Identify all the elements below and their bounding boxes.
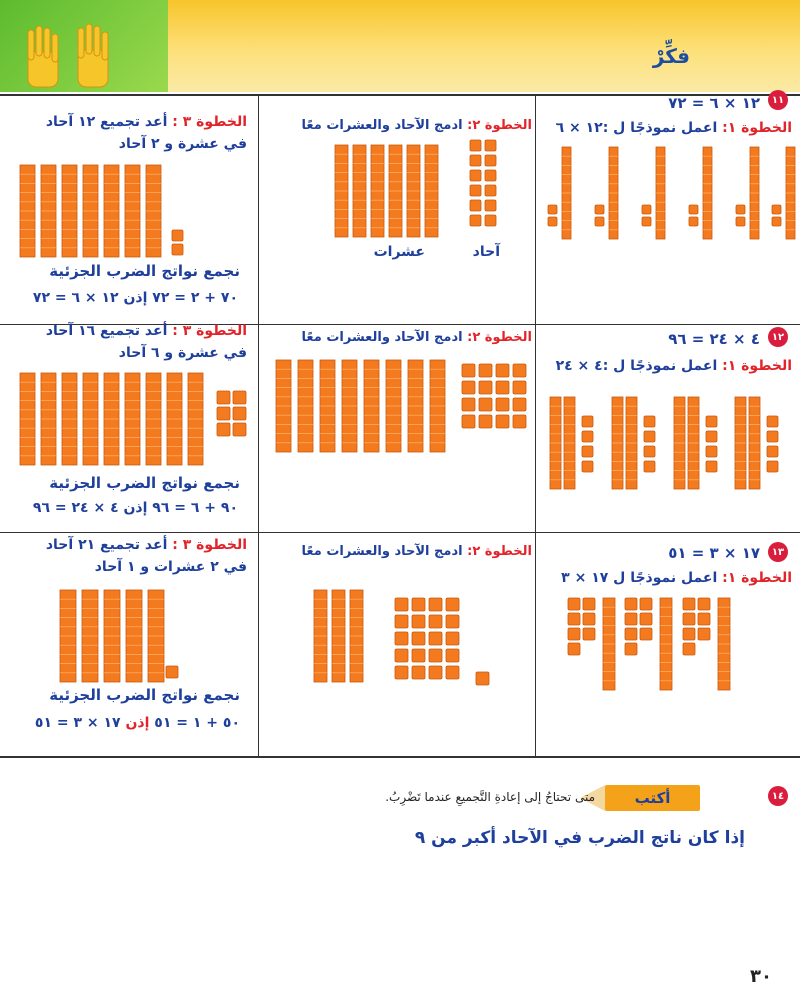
problem-equation: ١٢ × ٦ = ٧٢ [668,94,760,112]
ones-cube [582,461,593,472]
step3-heading: الخطوة ٣ : أعد تجميع ١٦ آحاد [45,323,247,339]
ones-cube [706,461,717,472]
ones-cube [640,628,652,640]
ones-cube [642,217,651,226]
ones-cube [446,598,459,611]
ones-cube [568,643,580,655]
ones-cube [479,415,492,428]
ones-cube [706,446,717,457]
ones-cube [582,416,593,427]
ones-cube [496,415,509,428]
ones-cube [698,613,710,625]
ones-cube [568,598,580,610]
ones-cube [689,205,698,214]
ones-cube [644,431,655,442]
partial-products-title: نجمع نواتج الضرب الجزئية [49,262,240,280]
ones-cube [496,398,509,411]
ones-cube [485,140,496,151]
page-number: ٣٠ [750,966,772,987]
ones-cube [706,431,717,442]
ones-cube [479,381,492,394]
ones-cube [429,666,442,679]
ones-cube [683,613,695,625]
problem-number-badge: ١١ [768,90,788,110]
ones-cube [217,391,230,404]
ones-cube [166,666,178,678]
ones-cube [233,407,246,420]
ones-cube [496,364,509,377]
ones-cube [485,155,496,166]
ones-cube [689,217,698,226]
ones-cube [644,446,655,457]
ones-cube [429,598,442,611]
ones-cube [625,613,637,625]
step2-heading: الخطوة ٢: ادمج الآحاد والعشرات معًا [301,544,532,559]
ones-cube [548,217,557,226]
ones-cube [767,416,778,427]
ones-cube [583,598,595,610]
ones-cube [736,217,745,226]
step1-heading: الخطوة ١: اعمل نموذجًا ل :١٢ × ٦ [555,120,792,136]
step3-line2: في عشرة و ٢ آحاد [118,136,247,152]
ones-cube [217,423,230,436]
sum-line: ٥٠ + ١ = ٥١ إذن ١٧ × ٣ = ٥١ [34,715,240,731]
ones-cube [642,205,651,214]
ones-cube [470,200,481,211]
ones-cube [479,364,492,377]
ones-cube [479,398,492,411]
partial-products-title: نجمع نواتج الضرب الجزئية [49,686,240,704]
ones-cube [412,649,425,662]
step3-line2: في ٢ عشرات و ١ آحاد [94,559,247,575]
ones-cube [429,615,442,628]
ones-cube [568,613,580,625]
ones-cube [446,632,459,645]
ones-cube [485,200,496,211]
ones-cube [698,598,710,610]
ones-cube [568,628,580,640]
ones-cube [217,407,230,420]
problem-number-badge: ١٢ [768,327,788,347]
ones-cube [462,398,475,411]
write-question: متى تحتاجُ إلى إعادةِ التَّجميعِ عندما تَضْرِبُ. [385,790,595,804]
ones-cube [772,205,781,214]
ones-cube [595,217,604,226]
ones-cube [446,649,459,662]
step3-heading: الخطوة ٣ : أعد تجميع ٢١ آحاد [45,537,247,553]
ones-cube [395,666,408,679]
ones-cube [625,643,637,655]
ones-cube [470,140,481,151]
ones-cube [462,381,475,394]
ones-cube [485,185,496,196]
ones-cube [644,461,655,472]
ones-cube [412,615,425,628]
ones-cube [772,217,781,226]
ones-cube [582,446,593,457]
ones-cube [767,446,778,457]
ones-cube [583,628,595,640]
step1-heading: الخطوة ١: اعمل نموذجًا ل :٤ × ٢٤ [555,358,792,374]
ones-cube [513,398,526,411]
write-tag: أكتب [605,785,700,811]
ones-cube [644,416,655,427]
ones-cube [485,215,496,226]
ones-cube [706,416,717,427]
ones-cube [548,205,557,214]
ones-cube [767,461,778,472]
ones-cube [640,598,652,610]
problem-equation: ٤ × ٢٤ = ٩٦ [668,330,760,348]
sum-line: ٧٠ + ٢ = ٧٢ إذن ١٢ × ٦ = ٧٢ [32,290,238,306]
ones-cube [513,415,526,428]
ones-cube [470,185,481,196]
ones-cube [683,628,695,640]
section-title: فكِّرْ [652,44,690,68]
ones-cube [429,649,442,662]
step1-heading: الخطوة ١: اعمل نموذجًا ل ١٧ × ٣ [561,570,792,586]
ones-cube [462,415,475,428]
ones-cube [462,364,475,377]
ones-cube [412,598,425,611]
ones-cube [625,628,637,640]
ones-cube [513,381,526,394]
problem-equation: ١٧ × ٣ = ٥١ [668,544,760,562]
ones-cube [582,431,593,442]
problem-number-badge: ١٤ [768,786,788,806]
ones-cube [395,632,408,645]
ones-cube [683,598,695,610]
ones-cube [736,205,745,214]
ones-cube [583,613,595,625]
ones-cube [485,170,496,181]
ones-cube [595,205,604,214]
write-answer: إذا كان ناتج الضرب في الآحاد أكبر من ٩ [414,828,745,848]
ones-cube [513,364,526,377]
problem-number-badge: ١٣ [768,542,788,562]
step2-heading: الخطوة ٢: ادمج الآحاد والعشرات معًا [301,118,532,133]
ones-cube [625,598,637,610]
ones-cube [496,381,509,394]
ones-cube [446,666,459,679]
ones-cube [767,431,778,442]
ones-label: آحاد [472,244,500,260]
ones-cube [412,666,425,679]
step3-heading: الخطوة ٣ : أعد تجميع ١٢ آحاد [45,114,247,130]
ones-cube [429,632,442,645]
ones-cube [172,244,183,255]
ones-cube [412,632,425,645]
step3-line2: في عشرة و ٦ آحاد [118,345,247,361]
ones-cube [470,170,481,181]
ones-cube [395,598,408,611]
ones-cube [683,643,695,655]
sum-line: ٩٠ + ٦ = ٩٦ إذن ٤ × ٢٤ = ٩٦ [32,500,238,516]
ones-cube [446,615,459,628]
partial-products-title: نجمع نواتج الضرب الجزئية [49,474,240,492]
ones-cube [470,215,481,226]
ones-cube [476,672,489,685]
step2-heading: الخطوة ٢: ادمج الآحاد والعشرات معًا [301,330,532,345]
ones-cube [172,230,183,241]
ones-cube [640,613,652,625]
ones-cube [698,628,710,640]
tens-label: عشرات [373,244,425,260]
ones-cube [395,615,408,628]
ones-cube [233,391,246,404]
ones-cube [470,155,481,166]
ones-cube [233,423,246,436]
ones-cube [395,649,408,662]
